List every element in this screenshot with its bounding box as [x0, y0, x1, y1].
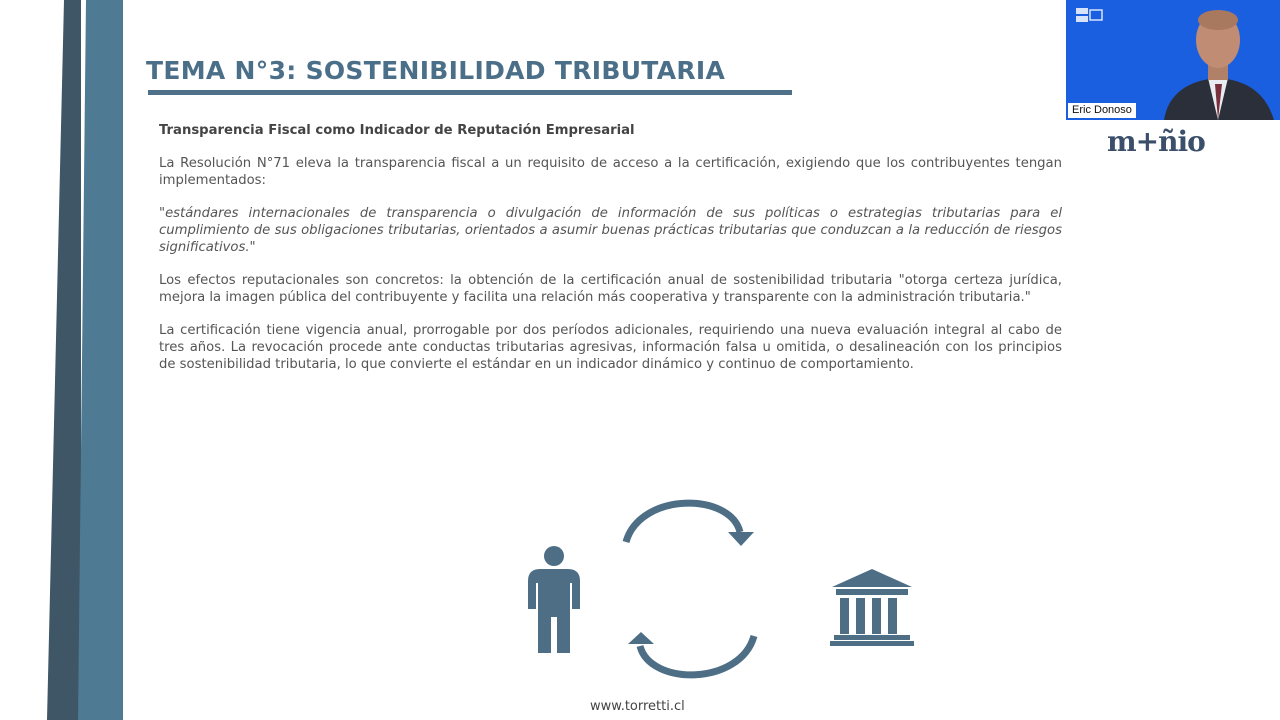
slide-title: TEMA N°3: SOSTENIBILIDAD TRIBUTARIA: [146, 56, 726, 85]
slide-body: [159, 122, 1062, 389]
footer-url[interactable]: www.torretti.cl: [590, 699, 685, 714]
participant-video-tile[interactable]: [1066, 0, 1280, 120]
cycle-arrows-icon: [620, 498, 760, 683]
slide-subtitle: Transparencia Fiscal como Indicador de Reputación Empresarial: [159, 123, 635, 138]
institution-icon: [828, 569, 916, 647]
decorative-bar-light: [78, 0, 123, 720]
participant-name-tag: Eric Donoso: [1068, 103, 1136, 118]
person-icon: [526, 545, 582, 655]
paragraph-validity: La certificación tiene vigencia anual, prorrogable por dos períodos adicionales, requiriendo una nueva evaluación integral al cabo de tres años. La revocación procede ante conductas tributarias agresivas, información falsa u omitida, o desalineación con los principios de sostenibilidad tributaria, lo que convierte el estándar en un indicador dinámico y continuo de comportamiento.: [159, 323, 1062, 372]
title-underline: [148, 90, 792, 95]
participant-silhouette: [1126, 6, 1280, 120]
brand-logo: m+ñio: [1107, 125, 1205, 158]
paragraph-intro: La Resolución N°71 eleva la transparencia fiscal a un requisito de acceso a la certificación, exigiendo que los contribuyentes tengan implementados:: [159, 156, 1062, 188]
paragraph-quote: "estándares internacionales de transparencia o divulgación de información de sus políticas o estrategias tributarias para el cumplimiento de sus obligaciones tributarias, orientados a asumir buenas prácticas tributarias que conduzcan a la reducción de riesgos significativos.": [159, 206, 1062, 255]
video-background-graphic: [1076, 8, 1104, 26]
decorative-bar-dark: [47, 0, 81, 720]
paragraph-effects: Los efectos reputacionales son concretos: la obtención de la certificación anual de sostenibilidad tributaria "otorga certeza jurídica, mejora la imagen pública del contribuyente y facilita una relación más cooperativa y transparente con la administración tributaria.": [159, 273, 1062, 305]
